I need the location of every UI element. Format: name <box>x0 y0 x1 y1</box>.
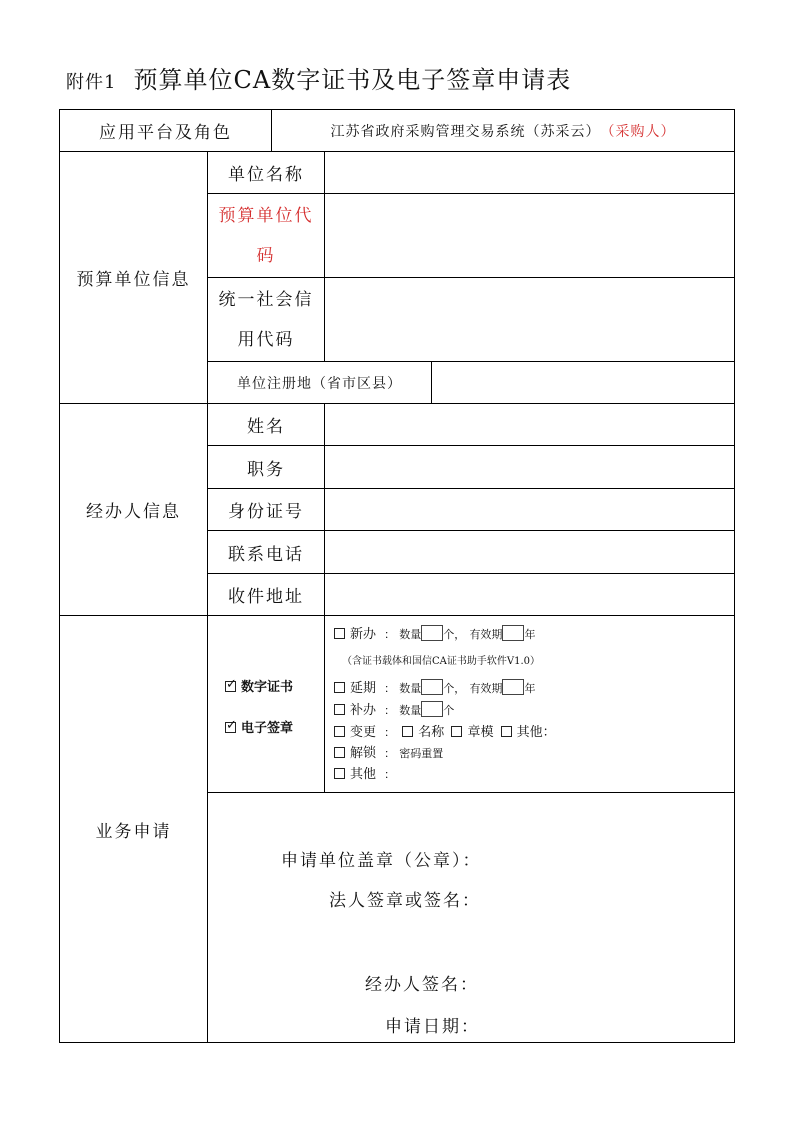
new-qty-label: 数量 <box>399 628 422 641</box>
platform-label: 应用平台及角色 <box>99 123 232 143</box>
budget-code-label-line2: 码 <box>256 245 276 266</box>
extend-checkbox[interactable] <box>334 682 345 693</box>
unit-name-label: 单位名称 <box>228 165 304 185</box>
attachment-label: 附件1 <box>66 72 117 93</box>
e-seal-label: 电子签章 <box>241 721 294 736</box>
service-type-digital-cert[interactable] <box>225 676 293 695</box>
unlock-detail: 密码重置 <box>399 747 444 760</box>
extend-validity-label: 有效期 <box>469 682 503 695</box>
business-section-label: 业务申请 <box>95 821 172 842</box>
credit-code-label-line2: 用代码 <box>237 329 295 350</box>
budget-code-field[interactable] <box>325 194 734 277</box>
change-other-label: 其他： <box>516 725 556 740</box>
agent-signature-label: 经办人签名： <box>365 975 479 995</box>
option-reissue <box>334 699 454 718</box>
service-type-e-seal[interactable] <box>225 717 293 736</box>
platform-system: 江苏省政府采购管理交易系统（苏采云） <box>330 123 601 140</box>
agent-phone-label: 联系电话 <box>228 544 304 565</box>
change-sep: ： <box>384 726 396 739</box>
new-sep: ： <box>384 628 396 641</box>
form-title: 预算单位CA数字证书及电子签章申请表 <box>133 66 572 94</box>
seal-label: 申请单位盖章（公章）： <box>281 851 482 871</box>
budget-code-label-line1: 预算单位代 <box>218 205 314 226</box>
legal-signature-label: 法人签章或签名： <box>329 891 481 911</box>
agent-phone-field[interactable] <box>325 531 734 573</box>
option-change <box>334 721 556 740</box>
change-name-checkbox[interactable] <box>402 726 413 737</box>
other-sep: ： <box>384 768 396 781</box>
option-new <box>334 623 535 642</box>
new-label: 新办 <box>350 627 377 642</box>
agent-address-field[interactable] <box>325 574 734 615</box>
agent-position-field[interactable] <box>325 446 734 488</box>
credit-code-label <box>208 278 324 361</box>
new-checkbox[interactable] <box>334 628 345 639</box>
reissue-checkbox[interactable] <box>334 704 345 715</box>
agent-id-field[interactable] <box>325 489 734 530</box>
unlock-checkbox[interactable] <box>334 747 345 758</box>
agent-address-label: 收件地址 <box>228 587 304 607</box>
agent-info-section-label: 经办人信息 <box>86 502 181 522</box>
agent-name-field[interactable] <box>325 404 734 445</box>
page-title <box>66 60 571 95</box>
new-validity-label: 有效期 <box>469 628 503 641</box>
new-year: 年 <box>524 628 536 641</box>
change-label: 变更 <box>350 725 377 740</box>
extend-validity-field[interactable] <box>502 679 524 695</box>
e-seal-checkbox[interactable] <box>225 722 236 733</box>
unlock-sep: ： <box>384 747 396 760</box>
platform-value <box>272 110 734 151</box>
change-template-checkbox[interactable] <box>451 726 462 737</box>
digital-cert-checkbox[interactable] <box>225 681 236 692</box>
new-qty-field[interactable] <box>421 625 443 641</box>
reissue-unit: 个 <box>443 704 455 717</box>
region-label: 单位注册地（省市区县） <box>237 375 402 392</box>
option-extend <box>334 677 535 696</box>
platform-role: （采购人） <box>600 123 676 140</box>
extend-year: 年 <box>524 682 536 695</box>
digital-cert-label: 数字证书 <box>241 680 294 695</box>
new-unit: 个， <box>443 628 466 641</box>
option-other <box>334 763 395 782</box>
unlock-label: 解锁 <box>350 746 377 761</box>
credit-code-field[interactable] <box>325 278 734 361</box>
extend-sep: ： <box>384 682 396 695</box>
reissue-sep: ： <box>384 704 396 717</box>
reissue-qty-field[interactable] <box>421 701 443 717</box>
budget-code-label <box>208 194 324 277</box>
agent-id-label: 身份证号 <box>228 502 304 522</box>
other-checkbox[interactable] <box>334 768 345 779</box>
region-field[interactable] <box>432 362 734 403</box>
application-date-label: 申请日期： <box>385 1017 480 1037</box>
change-other-checkbox[interactable] <box>501 726 512 737</box>
new-note: （含证书载体和国信CA证书助手软件V1.0） <box>342 656 540 667</box>
new-validity-field[interactable] <box>502 625 524 641</box>
option-unlock <box>334 742 443 761</box>
other-label: 其他 <box>350 767 377 782</box>
extend-qty-label: 数量 <box>399 682 422 695</box>
unit-name-field[interactable] <box>325 152 734 193</box>
change-name-label: 名称 <box>418 725 445 740</box>
change-template-label: 章模 <box>467 725 494 740</box>
agent-position-label: 职务 <box>247 459 285 480</box>
unit-info-section-label: 预算单位信息 <box>76 270 191 290</box>
extend-label: 延期 <box>350 681 377 696</box>
change-checkbox[interactable] <box>334 726 345 737</box>
extend-unit: 个， <box>443 682 466 695</box>
agent-name-label: 姓名 <box>247 417 285 437</box>
extend-qty-field[interactable] <box>421 679 443 695</box>
credit-code-label-line1: 统一社会信 <box>218 289 314 310</box>
reissue-qty-label: 数量 <box>399 704 422 717</box>
reissue-label: 补办 <box>350 703 377 718</box>
